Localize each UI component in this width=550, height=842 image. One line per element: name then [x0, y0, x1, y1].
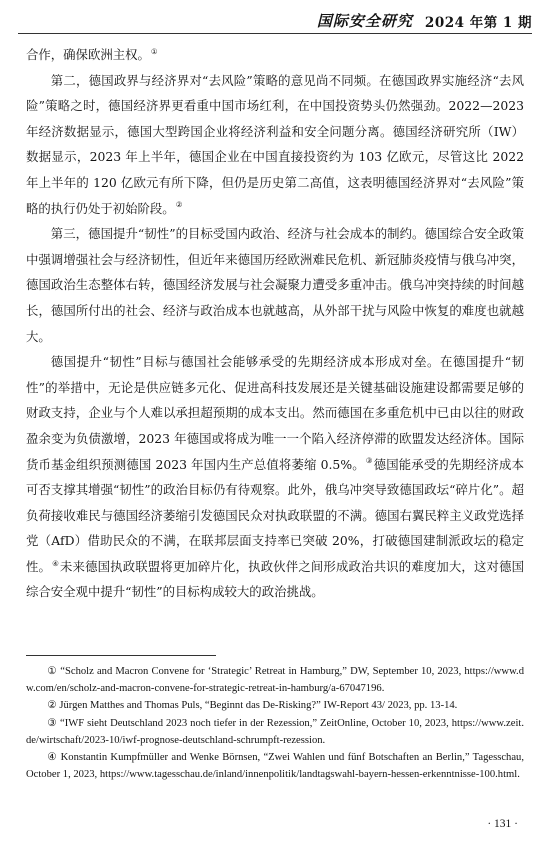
paragraph-text: 第三，德国提升“韧性”的目标受国内政治、经济与社会成本的制约。德国综合安全政策中强调增强社会与经济韧性，但近年来德国历经欧洲难民危机、新冠肺炎疫情与俄乌冲突，德国政治生态整体右转，德国经济发展与社会凝聚力遭受多重冲击。俄乌冲突持续的时间越长，德国所付出的社会、经济与政治成本也就越高，从外部干扰与风险中恢复的难度也就越大。: [26, 226, 524, 344]
running-header: [18, 8, 532, 34]
footnote-marker[interactable]: ③: [365, 456, 373, 466]
footnote-marker[interactable]: ①: [150, 46, 158, 56]
footnote-divider: [26, 655, 216, 656]
footnote-marker[interactable]: ④: [52, 558, 59, 568]
footnote-entry: ③ “IWF sieht Deutschland 2023 noch tiefer in der Rezession,” ZeitOnline, October 10, 2023, https://www.zeit.de/wirtschaft/2023-10/iwf-prognose-deutschland-schrumpft-rezession.: [26, 717, 524, 746]
paragraph-text: 第二，德国政界与经济界对“去风险”策略的意见尚不同频。在德国政界实施经济“去风险”策略之时，德国经济界更看重中国市场红利，在中国投资势头仍然强劲。2022—2023 年经济数据显示，德国大型跨国企业将经济利益和安全问题分离。德国经济研究所（IW）数据显示，2023 年上半年，德国企业在中国直接投资约为 103 亿欧元，尽管这比 2022 年上半年的 120 亿欧元有所下降，但仍是历史第二高值，这表明德国经济界对“去风险”策略的执行仍处于初始阶段。: [26, 72, 524, 216]
paragraph-text: 未来德国执政联盟将更加碎片化，执政伙伴之间形成政治共识的难度加大，这对德国综合安全观中提升“韧性”的目标构成较大的政治挑战。: [26, 558, 525, 600]
footnote-entry: ② Jürgen Matthes and Thomas Puls, “Beginnt das De-Risking?” IW-Report 43/ 2023, pp. 13-14.: [47, 700, 458, 712]
footnote-entry: ④ Konstantin Kumpfmüller and Wenke Börnsen, “Zwei Wahlen und fünf Botschaften an Berlin,” Tagesschau, October 1, 2023, https://www.tagesschau.de/inland/innenpolitik/landtagswahl-bayern-hessen-erkenntnisse-100.html.: [26, 752, 524, 781]
journal-title: 国际安全研究: [316, 12, 413, 30]
footnote-marker[interactable]: ②: [175, 200, 183, 210]
issue-number: 2024 年第 1 期: [424, 15, 532, 31]
body-paragraph: [26, 68, 524, 222]
footnotes-section: [26, 663, 524, 783]
page-number: · 131 ·: [487, 818, 518, 830]
paragraph-text: 合作，确保欧洲主权。: [26, 47, 150, 62]
footnote-entry: ① “Scholz and Macron Convene for ‘Strategic’ Retreat in Hamburg,” DW, September 10, 2023, https://www.dw.com/en/scholz-and-macron-convene-for-strategic-retreat-in-hamburg/a-67047196.: [26, 666, 524, 695]
paragraph-text: 德国能承受的先期经济成本可否支撑其增强“韧性”的政治目标仍有待观察。此外，俄乌冲突导致德国政坛“碎片化”。超负荷接收难民与德国经济萎缩引发德国民众对执政联盟的不满。德国右翼民粹主义政党选择党（AfD）借助民众的不满，在联邦层面支持率已突破 20%，打破德国建制派政坛的稳定性。: [26, 456, 524, 574]
body-paragraph: [26, 42, 524, 68]
main-body-text: [26, 42, 524, 605]
body-paragraph: [26, 349, 524, 605]
paragraph-text: 德国提升“韧性”目标与德国社会能够承受的先期经济成本形成对垒。在德国提升“韧性”的举措中，无论是供应链多元化、促进高科技发展还是关键基础设施建设都需要足够的财政支持，企业与个人难以承担超预期的成本支出。然而德国在多重危机中已由以往的财政盈余变为负债激增，2023 年德国或将成为唯一一个陷入经济停滞的欧盟发达经济体。国际货币基金组织预测德国 2023 年国内生产总值将萎缩 0.5%。: [26, 354, 524, 472]
body-paragraph: [26, 221, 524, 349]
